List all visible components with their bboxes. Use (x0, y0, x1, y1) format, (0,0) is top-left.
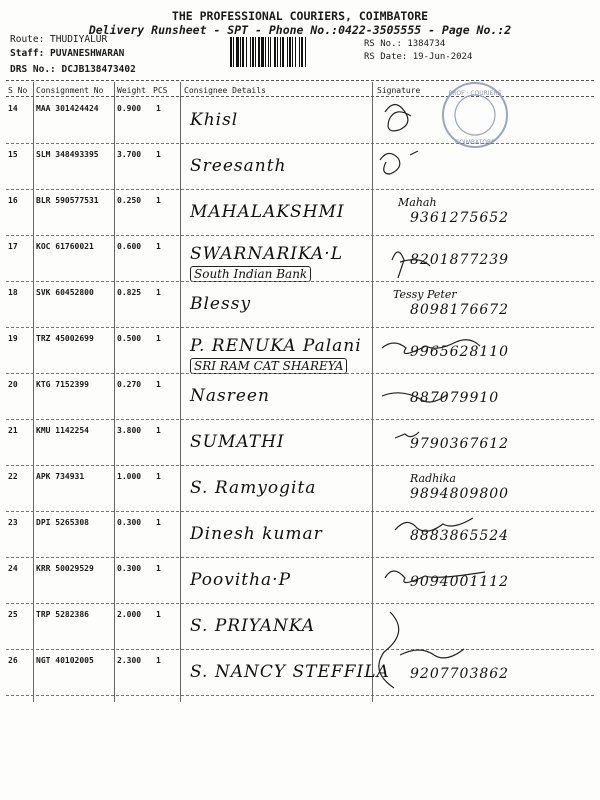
col-header-sno: S No (8, 86, 28, 95)
signature-phone: 9894809800 (410, 486, 510, 502)
consignee-name: S. PRIYANKA (190, 616, 316, 636)
serial-number: 26 (8, 656, 18, 665)
handwritten-signature (379, 612, 464, 688)
consignee-company: South Indian Bank (190, 266, 311, 282)
pieces-count: 1 (156, 380, 161, 389)
pieces-count: 1 (156, 656, 161, 665)
consignment-number: MAA 301424424 (36, 104, 99, 113)
weight-value: 0.300 (117, 564, 142, 573)
serial-number: 17 (8, 242, 18, 251)
col-header-pcs: PCS (153, 86, 168, 95)
pieces-count: 1 (156, 150, 161, 159)
svg-text:PROF · COURIERS: PROF · COURIERS (448, 90, 502, 97)
document-subtitle: Delivery Runsheet - SPT - Phone No.:0422-3505555 - Page No.:2 (88, 23, 512, 37)
signature-phone: 9361275652 (410, 210, 510, 226)
consignee-company: SRI RAM CAT SHAREYA (190, 358, 347, 374)
pieces-count: 1 (156, 472, 161, 481)
consignment-number: SLM 348493395 (36, 150, 99, 159)
col-header-signature: Signature (377, 86, 421, 95)
serial-number: 21 (8, 426, 18, 435)
pieces-count: 1 (156, 334, 161, 343)
col-header-consignee: Consignee Details (184, 86, 266, 95)
signature-phone: 8883865524 (410, 528, 510, 544)
signature-phone: 9094001112 (410, 574, 510, 590)
rs-number: RS No.: 1384734 (364, 39, 446, 49)
consignment-number: APK 734931 (36, 472, 85, 481)
weight-value: 1.000 (117, 472, 142, 481)
handwritten-signature (392, 252, 430, 278)
pieces-count: 1 (156, 104, 161, 113)
staff-label: Staff: PUVANESHWARAN (10, 48, 125, 59)
pieces-count: 1 (156, 564, 161, 573)
consignment-number: NGT 40102005 (36, 656, 94, 665)
handwritten-signature (385, 105, 411, 131)
col-header-consignment: Consignment No (36, 86, 104, 95)
col-header-weight: Weight (117, 86, 146, 95)
consignment-number: KRR 50029529 (36, 564, 94, 573)
serial-number: 15 (8, 150, 18, 159)
weight-value: 0.270 (117, 380, 142, 389)
handwritten-signature (382, 393, 448, 402)
consignee-name: Poovitha·P (190, 570, 292, 590)
weight-value: 3.700 (117, 150, 142, 159)
consignee-name: S. NANCY STEFFILA (190, 662, 390, 682)
document-title: THE PROFESSIONAL COURIERS, COIMBATORE (171, 9, 429, 23)
pieces-count: 1 (156, 242, 161, 251)
consignment-number: TRP 5282386 (36, 610, 89, 619)
route-label: Route: THUDIYALUR (10, 34, 108, 45)
weight-value: 0.500 (117, 334, 142, 343)
pieces-count: 1 (156, 288, 161, 297)
handwritten-signature (395, 518, 473, 531)
consignee-name: S. Ramyogita (190, 478, 317, 498)
consignment-number: KMU 1142254 (36, 426, 89, 435)
consignment-number: DPI 5265308 (36, 518, 89, 527)
serial-number: 14 (8, 104, 18, 113)
handwritten-signature (380, 151, 418, 174)
handwritten-signature (385, 571, 485, 583)
weight-value: 2.000 (117, 610, 142, 619)
consignment-number: TRZ 45002699 (36, 334, 94, 343)
signature-phone: 8201877239 (410, 252, 510, 268)
serial-number: 22 (8, 472, 18, 481)
signature-phone: 9790367612 (410, 436, 510, 452)
weight-value: 2.300 (117, 656, 142, 665)
weight-value: 3.800 (117, 426, 142, 435)
handwritten-signature (395, 432, 419, 438)
consignment-number: BLR 590577531 (36, 196, 99, 205)
consignee-name: Nasreen (190, 386, 270, 406)
consignee-name: MAHALAKSHMI (190, 202, 345, 222)
serial-number: 19 (8, 334, 18, 343)
signature-phone: 9965628110 (410, 344, 510, 360)
signature-text: Mahah (398, 196, 437, 209)
signature-phone: 887079910 (410, 390, 500, 406)
serial-number: 16 (8, 196, 18, 205)
serial-number: 25 (8, 610, 18, 619)
weight-value: 0.900 (117, 104, 142, 113)
consignment-number: SVK 60452800 (36, 288, 94, 297)
consignee-name: Khisl (190, 110, 239, 130)
serial-number: 23 (8, 518, 18, 527)
weight-value: 0.250 (117, 196, 142, 205)
pieces-count: 1 (156, 426, 161, 435)
consignee-name: P. RENUKA Palani (190, 336, 362, 356)
rs-date: RS Date: 19-Jun-2024 (364, 52, 473, 62)
consignee-name: Dinesh kumar (190, 524, 323, 544)
handwritten-signature (382, 340, 480, 354)
pieces-count: 1 (156, 518, 161, 527)
serial-number: 18 (8, 288, 18, 297)
weight-value: 0.300 (117, 518, 142, 527)
serial-number: 20 (8, 380, 18, 389)
consignee-name: Sreesanth (190, 156, 287, 176)
svg-text:COIMBATORE: COIMBATORE (455, 139, 495, 146)
consignment-number: KOC 61760021 (36, 242, 94, 251)
weight-value: 0.825 (117, 288, 142, 297)
signature-phone: 8098176672 (410, 302, 510, 318)
consignee-name: SWARNARIKA·L (190, 244, 343, 264)
consignment-number: KTG 7152399 (36, 380, 89, 389)
consignee-name: SUMATHI (190, 432, 285, 452)
signature-text: Radhika (410, 472, 456, 485)
pieces-count: 1 (156, 196, 161, 205)
signature-phone: 9207703862 (410, 666, 510, 682)
serial-number: 24 (8, 564, 18, 573)
drs-number: DRS No.: DCJB138473402 (10, 64, 136, 75)
pieces-count: 1 (156, 610, 161, 619)
weight-value: 0.600 (117, 242, 142, 251)
consignee-name: Blessy (190, 294, 252, 314)
signature-text: Tessy Peter (393, 288, 457, 301)
